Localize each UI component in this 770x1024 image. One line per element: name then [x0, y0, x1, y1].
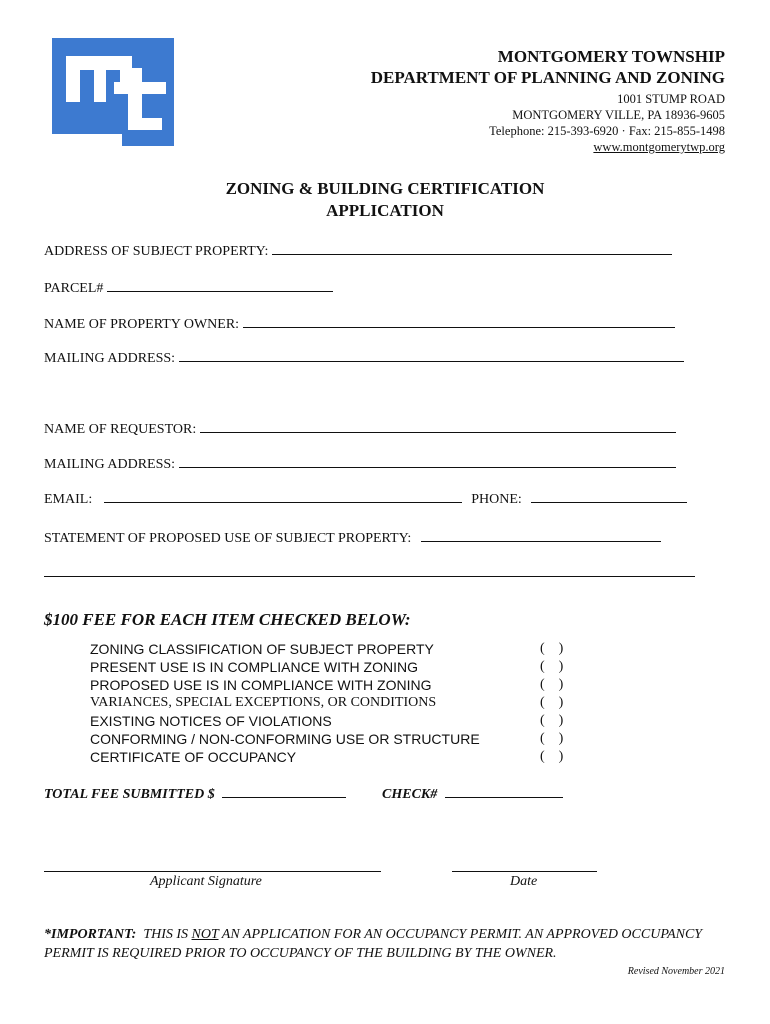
fee-checkbox[interactable]: ( ): [540, 731, 564, 746]
notice-prefix: *IMPORTANT:: [44, 927, 137, 942]
email-field[interactable]: [104, 488, 462, 503]
township-logo: [52, 38, 174, 146]
fee-checkbox[interactable]: ( ): [540, 659, 564, 674]
applicant-signature-field[interactable]: [44, 870, 381, 872]
phone-label: PHONE:: [471, 492, 522, 507]
fee-item: EXISTING NOTICES OF VIOLATIONS: [90, 713, 332, 729]
owner-name-row: [44, 313, 675, 333]
statement-label: STATEMENT OF PROPOSED USE OF SUBJECT PROPERTY:: [44, 531, 412, 546]
org-name: MONTGOMERY TOWNSHIP: [497, 47, 725, 66]
address-subject-label: ADDRESS OF SUBJECT PROPERTY:: [44, 244, 269, 259]
requestor-mailing-row: [44, 453, 676, 473]
check-number-row: [382, 783, 563, 803]
check-number-label: CHECK#: [382, 787, 438, 802]
notice-emphasis: NOT: [191, 927, 219, 942]
fee-item: CERTIFICATE OF OCCUPANCY: [90, 749, 297, 765]
title-line-2: APPLICATION: [326, 201, 444, 220]
notice-text-2: AN APPLICATION FOR AN OCCUPANCY PERMIT. AN APPROVED OCCUPANCY PERMIT IS REQUIRED PRIOR TO OCCUPANCY OF THE BUILDING BY THE OWNER.: [44, 927, 703, 961]
city-address: MONTGOMERY VILLE, PA 18936-9605: [512, 108, 725, 122]
requestor-name-row: [44, 418, 676, 438]
statement-field-line-2[interactable]: [44, 576, 695, 577]
parcel-field[interactable]: [107, 277, 333, 292]
check-number-field[interactable]: [445, 783, 563, 798]
letterhead: [371, 46, 725, 155]
owner-mailing-field[interactable]: [179, 347, 684, 362]
fee-heading: $100 FEE FOR EACH ITEM CHECKED BELOW:: [44, 610, 411, 629]
parcel-label: PARCEL#: [44, 281, 104, 296]
notice-text-1: THIS IS: [136, 927, 192, 942]
owner-name-label: NAME OF PROPERTY OWNER:: [44, 317, 240, 332]
mt-logo-icon: [52, 38, 174, 146]
revised-date: Revised November 2021: [627, 966, 725, 977]
email-phone-row: [44, 488, 687, 508]
applicant-signature-label: Applicant Signature: [150, 874, 262, 889]
date-label: Date: [510, 874, 538, 889]
total-fee-row: [44, 783, 346, 803]
total-fee-label: TOTAL FEE SUBMITTED $: [44, 787, 215, 802]
parcel-row: [44, 277, 333, 297]
statement-field[interactable]: [421, 527, 661, 542]
phone-field[interactable]: [531, 488, 687, 503]
owner-name-field[interactable]: [243, 313, 675, 328]
dept-name: DEPARTMENT OF PLANNING AND ZONING: [370, 68, 725, 87]
owner-mailing-row: [44, 347, 684, 367]
date-field[interactable]: [452, 870, 597, 872]
fee-checkbox[interactable]: ( ): [540, 677, 564, 692]
email-label: EMAIL:: [44, 492, 93, 507]
fee-item: PROPOSED USE IS IN COMPLIANCE WITH ZONING: [90, 677, 432, 693]
statement-row: [44, 527, 661, 547]
total-fee-field[interactable]: [222, 783, 346, 798]
requestor-name-field[interactable]: [200, 418, 676, 433]
fee-checkbox[interactable]: ( ): [540, 749, 564, 764]
fee-checkbox[interactable]: ( ): [540, 695, 564, 710]
fee-checkbox[interactable]: ( ): [540, 713, 564, 728]
phone-fax: Telephone: 215-393-6920 · Fax: 215-855-1498: [489, 124, 725, 138]
requestor-name-label: NAME OF REQUESTOR:: [44, 422, 197, 437]
fee-checkboxes: [540, 640, 570, 766]
address-subject-field[interactable]: [272, 240, 672, 255]
important-notice: [44, 925, 734, 963]
fee-item: PRESENT USE IS IN COMPLIANCE WITH ZONING: [90, 659, 419, 675]
title-line-1: ZONING & BUILDING CERTIFICATION: [225, 179, 545, 198]
fee-item: VARIANCES, SPECIAL EXCEPTIONS, OR CONDITIONS: [90, 695, 437, 710]
form-title: [0, 178, 770, 222]
owner-mailing-label: MAILING ADDRESS:: [44, 351, 176, 366]
requestor-mailing-field[interactable]: [179, 453, 676, 468]
fee-item: CONFORMING / NON-CONFORMING USE OR STRUCTURE: [90, 731, 480, 747]
fee-item: ZONING CLASSIFICATION OF SUBJECT PROPERTY: [90, 641, 434, 657]
address-subject-row: [44, 240, 672, 260]
fee-checkbox[interactable]: ( ): [540, 641, 564, 656]
requestor-mailing-label: MAILING ADDRESS:: [44, 457, 176, 472]
fee-items-list: [90, 640, 480, 766]
website-link[interactable]: www.montgomerytwp.org: [593, 140, 725, 154]
street-address: 1001 STUMP ROAD: [617, 92, 725, 106]
